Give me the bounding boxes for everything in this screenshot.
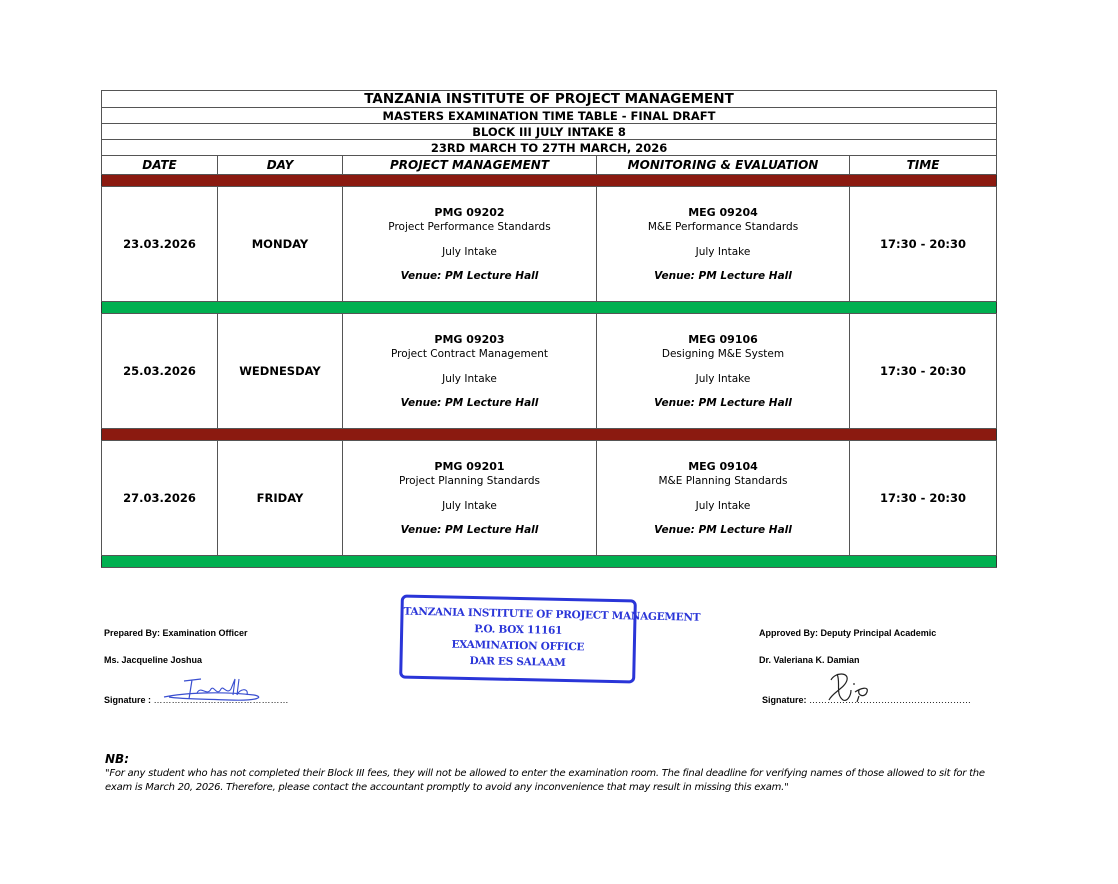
handwritten-signature-icon (821, 670, 881, 704)
me-course-cell (597, 314, 850, 429)
signature-label: Signature: (762, 695, 810, 705)
exam-day: MONDAY (218, 187, 343, 302)
course-title: M&E Planning Standards (658, 475, 788, 487)
exam-time: 17:30 - 20:30 (850, 187, 997, 302)
table-row (102, 441, 997, 556)
signature-label: Signature : (104, 695, 154, 705)
column-header-date: DATE (102, 156, 218, 175)
handwritten-signature-icon (159, 675, 269, 703)
course-code: PMG 09202 (434, 206, 505, 219)
course-intake: July Intake (695, 246, 751, 258)
institution-title: TANZANIA INSTITUTE OF PROJECT MANAGEMENT (102, 91, 997, 108)
separator-band-red (102, 429, 997, 441)
approved-by-name: Dr. Valeriana K. Damian (759, 655, 860, 665)
pm-course-cell (343, 441, 597, 556)
exam-timetable (101, 90, 997, 568)
course-code: PMG 09203 (434, 333, 505, 346)
stamp-city: DAR ES SALAAM (469, 654, 566, 669)
course-title: M&E Performance Standards (647, 221, 799, 233)
separator-band-green (102, 302, 997, 314)
course-title: Designing M&E System (661, 348, 785, 360)
exam-date: 27.03.2026 (102, 441, 218, 556)
exam-time: 17:30 - 20:30 (850, 441, 997, 556)
course-intake: July Intake (695, 373, 751, 385)
column-header-time: TIME (850, 156, 997, 175)
column-header-row (102, 156, 997, 175)
note-section (105, 752, 995, 795)
timetable-subtitle: MASTERS EXAMINATION TIME TABLE - FINAL DRAFT (102, 108, 997, 124)
course-title: Project Planning Standards (398, 475, 541, 487)
pm-course-cell (343, 187, 597, 302)
course-intake: July Intake (442, 500, 497, 512)
column-header-monitoring-evaluation: MONITORING & EVALUATION (597, 156, 850, 175)
signature-dots: ……………………………………… (153, 695, 289, 705)
stamp-office: EXAMINATION OFFICE (451, 638, 585, 654)
pm-course-cell (343, 314, 597, 429)
course-code: MEG 09106 (688, 333, 758, 346)
stamp-institution: TANZANIA INSTITUTE OF PROJECT MANAGEMENT (403, 605, 701, 624)
approved-by-label: Approved By: Deputy Principal Academic (759, 628, 937, 638)
course-venue: Venue: PM Lecture Hall (654, 397, 792, 409)
course-intake: July Intake (442, 373, 497, 385)
table-row (102, 314, 997, 429)
course-intake: July Intake (695, 500, 751, 512)
course-code: MEG 09204 (688, 206, 758, 219)
course-code: MEG 09104 (688, 460, 758, 473)
course-venue: Venue: PM Lecture Hall (400, 270, 539, 282)
stamp-po-box: P.O. BOX 11161 (474, 623, 563, 637)
table-row (102, 187, 997, 302)
exam-time: 17:30 - 20:30 (850, 314, 997, 429)
exam-day: FRIDAY (218, 441, 343, 556)
course-venue: Venue: PM Lecture Hall (400, 524, 539, 536)
me-course-cell (597, 441, 850, 556)
course-venue: Venue: PM Lecture Hall (654, 524, 792, 536)
course-title: Project Contract Management (391, 348, 548, 360)
block-title: BLOCK III JULY INTAKE 8 (102, 124, 997, 140)
column-header-project-management: PROJECT MANAGEMENT (343, 156, 597, 175)
course-venue: Venue: PM Lecture Hall (654, 270, 792, 282)
official-stamp (399, 595, 701, 684)
prepared-by-name: Ms. Jacqueline Joshua (104, 655, 203, 665)
course-intake: July Intake (442, 246, 497, 258)
period-title: 23RD MARCH TO 27TH MARCH, 2026 (102, 140, 997, 156)
course-venue: Venue: PM Lecture Hall (400, 397, 539, 409)
signature-dots: ……………………………………………… (809, 695, 972, 705)
separator-band-red (102, 175, 997, 187)
exam-date: 25.03.2026 (102, 314, 218, 429)
course-code: PMG 09201 (434, 460, 505, 473)
note-label: NB: (105, 752, 129, 766)
exam-date: 23.03.2026 (102, 187, 218, 302)
course-title: Project Performance Standards (388, 221, 551, 233)
separator-band-green (102, 556, 997, 568)
me-course-cell (597, 187, 850, 302)
prepared-by-label: Prepared By: Examination Officer (104, 628, 248, 638)
exam-day: WEDNESDAY (218, 314, 343, 429)
column-header-day: DAY (218, 156, 343, 175)
note-text: "For any student who has not completed their Block III fees, they will not be allowed to enter the examination room. The final deadline for verifying names of those allowed to sit for the exam is March 20, 2026. Therefore, please contact the accountant promptly to avoid any inconvenience that may result in missing this exam." (105, 768, 985, 793)
